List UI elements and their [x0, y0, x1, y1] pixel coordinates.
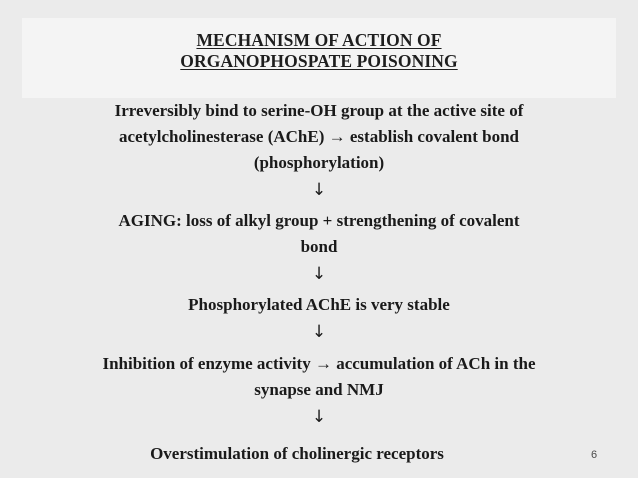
- binding-text-line-2: acetylcholinesterase (AChE) → establish covalent bond: [119, 127, 519, 146]
- down-arrow-icon: ↓: [311, 322, 327, 342]
- overstimulation-text: Overstimulation of cholinergic receptors: [150, 444, 444, 463]
- binding-text-line-3: (phosphorylation): [253, 153, 385, 172]
- inhibition-text-line-2: synapse and NMJ: [254, 380, 384, 399]
- inhibition-text-line-1: Inhibition of enzyme activity → accumulation of ACh in the: [102, 354, 536, 373]
- stable-text: Phosphorylated AChE is very stable: [188, 295, 450, 314]
- page-number: 6: [591, 449, 598, 461]
- down-arrow-icon: ↓: [311, 264, 327, 284]
- aging-text-line-1: AGING: loss of alkyl group + strengthening of covalent: [118, 211, 520, 230]
- down-arrow-icon: ↓: [311, 407, 327, 427]
- aging-text-line-2: bond: [300, 237, 338, 256]
- slide-title-line-1: MECHANISM OF ACTION OF: [196, 30, 442, 50]
- down-arrow-icon: ↓: [311, 180, 327, 200]
- slide-title-line-2: ORGANOPHOSPATE POISONING: [180, 51, 458, 71]
- binding-text-line-1: Irreversibly bind to serine-OH group at the active site of: [114, 101, 524, 120]
